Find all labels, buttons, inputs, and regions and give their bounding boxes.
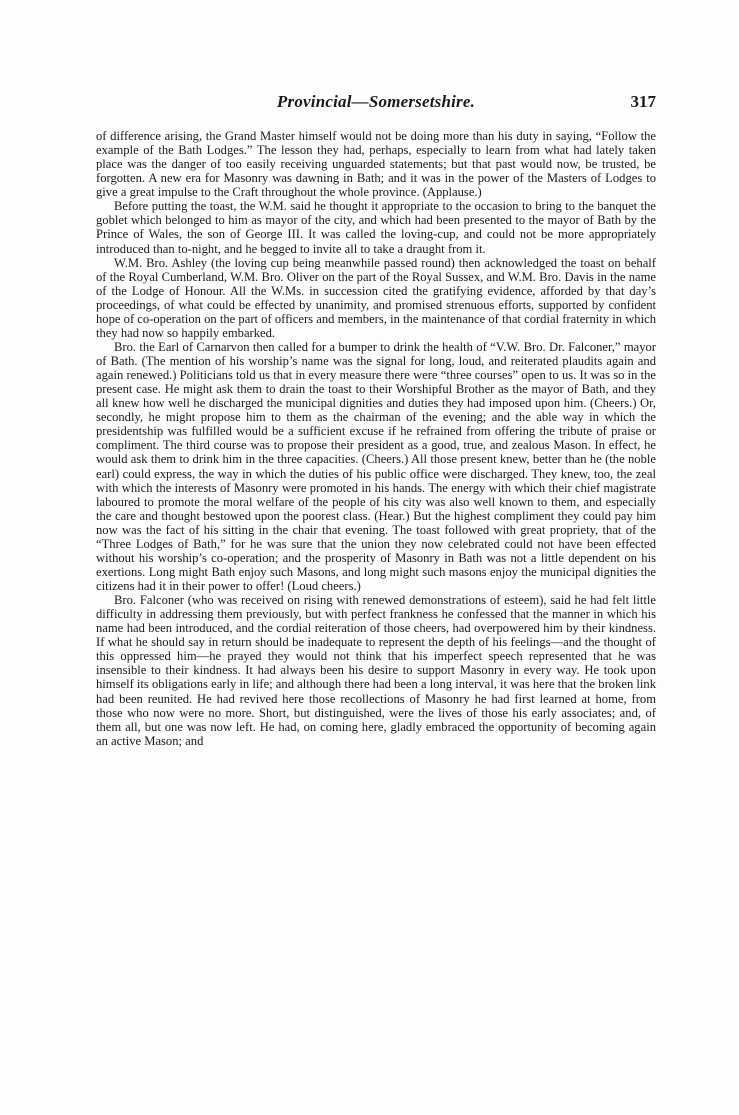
paragraph-carnarvon-toast: Bro. the Earl of Carnarvon then called for a bumper to drink the health of “V.W. Bro. Dr. Falconer,” mayor of Bath. (The mention of his worship’s name was the signal for long, loud, and reiterated plaudits again and again renewed.) Politicians told us that in every measure there were “three courses” open to us. It was so in the present case. He might ask them to drain the toast to their Worshipful Brother as the mayor of Bath, and they all knew how well he discharged the municipal dignities and duties they had imposed upon him. (Cheers.) Or, secondly, he might propose him to them as the chairman of the evening; and the able way in which the presidentship was fulfilled would be a sufficient excuse if he refrained from offering the tribute of praise or compliment. The third course was to propose their president as a good, true, and zealous Mason. In effect, he would ask them to drink him in the three capacities. (Cheers.) All those present knew, better than he (the noble earl) could express, the way in which the duties of his public office were discharged. They knew, too, the zeal with which the interests of Masonry were promoted in his hands. The energy with which their chief magistrate laboured to promote the moral welfare of the people of his city was also well known to them, and especially the care and thought bestowed upon the poorest class. (Hear.) But the highest compliment they could pay him now was the fact of his sitting in the chair that evening. The toast followed with great propriety, that of the “Three Lodges of Bath,” for he was sure that the union they now celebrated could not have been effected without his worship’s co-operation; and the prosperity of Masonry in Bath was not a little dependent on his exertions. Long might Bath enjoy such Masons, and long might such masons enjoy the municipal dignities the citizens had it in their power to offer! (Loud cheers.) bbox=[96, 339, 656, 593]
page-number: 317 bbox=[630, 92, 656, 111]
paragraph-ashley-reply: W.M. Bro. Ashley (the loving cup being meanwhile passed round) then acknowledged the toast on behalf of the Royal Cumberland, W.M. Bro. Oliver on the part of the Royal Sussex, and W.M. Bro. Davis in the name of the Lodge of Honour. All the W.Ms. in succession cited the gratifying evidence, afforded by that day’s proceedings, of what could be effected by unanimity, and promised strenuous efforts, supported by confident hope of co-operation on the part of officers and members, in the maintenance of that cordial fraternity in which they had now so happily embarked. bbox=[96, 255, 656, 340]
paragraph-loving-cup: Before putting the toast, the W.M. said he thought it appropriate to the occasion to bring to the banquet the goblet which belonged to him as mayor of the city, and which had been presented to the mayor of Bath by the Prince of Wales, the son of George III. It was called the loving-cup, and could not be more appropriately introduced than to-night, and he begged to invite all to take a draught from it. bbox=[96, 199, 656, 256]
paragraph-continued: of difference arising, the Grand Master himself would not be doing more than his duty in saying, “Follow the example of the Bath Lodges.” The lesson they had, perhaps, especially to learn from what had lately taken place was the danger of too easily receiving unguarded statements; but that past would now, be trusted, be forgotten. A new era for Masonry was dawning in Bath; and it was in the power of the Masters of Lodges to give a great impulse to the Craft throughout the whole province. (Applause.) bbox=[96, 129, 656, 200]
running-title: Provincial—Somersetshire. bbox=[276, 92, 476, 111]
running-header bbox=[96, 92, 656, 114]
paragraph-falconer-reply: Bro. Falconer (who was received on rising with renewed demonstrations of esteem), said he had felt little difficulty in addressing them previously, but with perfect frankness he confessed that the manner in which his name had been introduced, and the cordial reiteration of those cheers, had overpowered him by their kindness. If what he should say in return should be inadequate to represent the depth of his feelings—and the thought of this oppressed him—he prayed they would not think that his imperfect speech represented that he was insensible to their kindness. It had always been his desire to support Masonry in every way. He took upon himself its obligations early in life; and although there had been a long interval, it was here that the broken link had been reunited. He had revived here those recollections of Masonry he had first learned at home, from those who now were no more. Short, but distinguished, were the lives of those his early associates; and, of them all, but one was now left. He had, on coming here, gladly embraced the opportunity of becoming again an active Mason; and bbox=[96, 593, 656, 748]
article-body bbox=[96, 129, 656, 748]
